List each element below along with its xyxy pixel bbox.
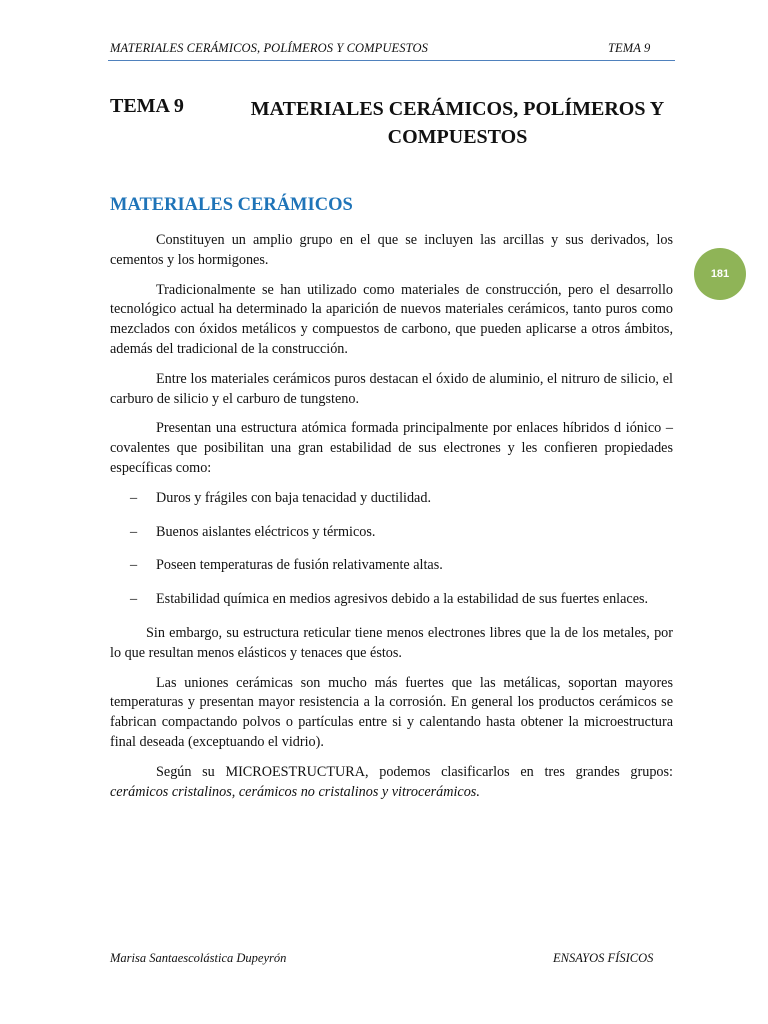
running-header-chapter: TEMA 9 <box>608 41 651 55</box>
classification-lead: Según su MICROESTRUCTURA, podemos clasificarlos en tres grandes grupos: <box>156 763 673 780</box>
list-item-text: Buenos aislantes eléctricos y térmicos. <box>156 523 376 540</box>
paragraph: Presentan una estructura atómica formada principalmente por enlaces híbridos d iónico – covalentes que posibilitan una gran estabilidad de sus electrones y les confieren propiedades específicas como: <box>110 420 673 476</box>
chapter-number: TEMA 9 <box>110 95 184 117</box>
properties-list <box>110 489 673 610</box>
paragraph-classification <box>110 763 673 803</box>
paragraph: Las uniones cerámicas son mucho más fuertes que las metálicas, soportan mayores temperaturas y presentan mayor resistencia a la corrosión. En general los productos cerámicos se fabrican compactando polvos o partículas entre si y calentando hasta obtener la microestructura final deseada (exceptuando el vidrio). <box>110 674 673 750</box>
list-dash: – <box>130 557 138 574</box>
section-body <box>110 231 673 812</box>
list-item <box>110 489 673 509</box>
chapter-title: MATERIALES CERÁMICOS, POLÍMEROS Y COMPUESTOS <box>250 98 665 148</box>
footer-course: ENSAYOS FÍSICOS <box>553 951 654 965</box>
section-heading: MATERIALES CERÁMICOS <box>110 195 353 215</box>
list-item <box>110 556 673 576</box>
list-item-text: Poseen temperaturas de fusión relativamente altas. <box>156 557 443 574</box>
header-divider <box>108 60 675 61</box>
paragraph: Sin embargo, su estructura reticular tiene menos electrones libres que la de los metales, por lo que resultan menos elásticos y tenaces que éstos. <box>110 624 673 661</box>
list-dash: – <box>130 591 138 608</box>
running-header-title: MATERIALES CERÁMICOS, POLÍMEROS Y COMPUESTOS <box>110 41 428 55</box>
list-dash: – <box>130 489 138 506</box>
list-item-text: Estabilidad química en medios agresivos debido a la estabilidad de sus fuertes enlaces. <box>156 591 649 608</box>
paragraph: Tradicionalmente se han utilizado como materiales de construcción, pero el desarrollo tecnológico actual ha determinado la aparición de nuevos materiales cerámicos, tanto puros como mezclados con óxidos metálicos y compuestos de carbono, que pueden aplicarse a otros ámbitos, además del tradicional de la construcción. <box>110 281 673 357</box>
list-item <box>110 523 673 543</box>
list-dash: – <box>130 523 138 540</box>
paragraph: Constituyen un amplio grupo en el que se incluyen las arcillas y sus derivados, los cementos y los hormigones. <box>110 232 673 268</box>
paragraph: Entre los materiales cerámicos puros destacan el óxido de aluminio, el nitruro de silicio, el carburo de silicio y el carburo de tungsteno. <box>110 370 673 407</box>
list-item-text: Duros y frágiles con baja tenacidad y ductilidad. <box>156 489 431 506</box>
page-number-badge: 181 <box>694 248 746 300</box>
classification-groups: cerámicos cristalinos, cerámicos no cristalinos y vitrocerámicos. <box>110 783 480 800</box>
list-item <box>110 590 673 610</box>
footer-author: Marisa Santaescolástica Dupeyrón <box>110 951 287 965</box>
